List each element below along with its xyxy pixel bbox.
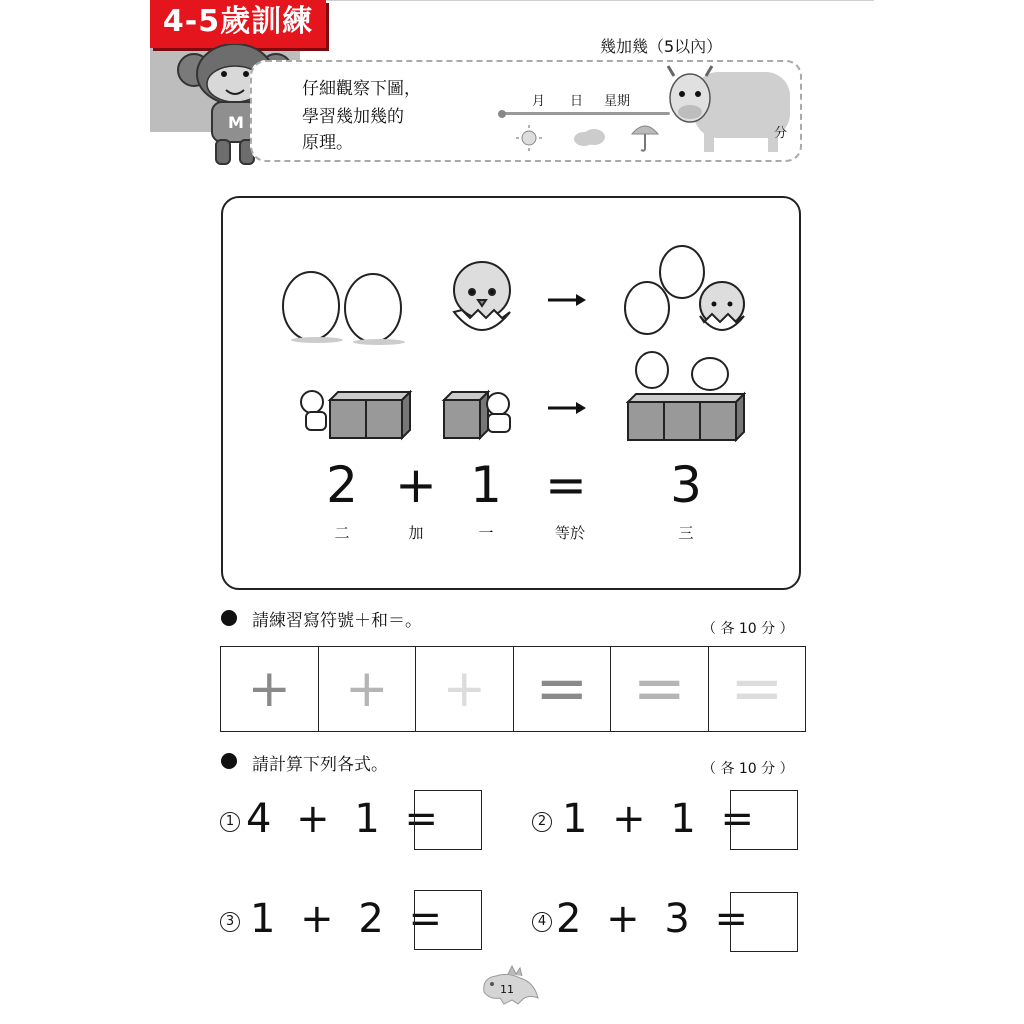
cloud-weather-icon <box>570 126 608 148</box>
arrow-icon <box>548 294 586 306</box>
trace-plus-dark: + <box>247 659 292 719</box>
problem-2-number: 2 <box>532 812 552 832</box>
trace-plus-medium: + <box>344 659 389 719</box>
problem-4-number: 4 <box>532 912 552 932</box>
equation-word-plus: 加 <box>408 524 424 542</box>
section2-bullet <box>221 753 237 769</box>
section2-title: 請計算下列各式。 <box>252 755 388 775</box>
equation-word-2: 一 <box>478 524 494 542</box>
trace-plus-light: + <box>442 659 487 719</box>
equation-word-result: 三 <box>678 524 694 542</box>
section1-bullet <box>221 610 237 626</box>
score-label: 分 <box>774 126 788 141</box>
practice-cell[interactable] <box>709 647 806 731</box>
equation-number-1: 2 <box>326 456 358 514</box>
practice-cell[interactable] <box>221 647 319 731</box>
trace-equals-medium: = <box>632 652 687 726</box>
problem-2-answer-box[interactable] <box>730 790 798 850</box>
practice-cell[interactable] <box>611 647 709 731</box>
equation-plus-sign: + <box>395 456 437 514</box>
equation-word-equals: 等於 <box>554 524 585 542</box>
date-weekday-label: 星期 <box>604 94 631 109</box>
problem-1-answer-box[interactable] <box>414 790 482 850</box>
trace-equals-dark: = <box>534 652 589 726</box>
problem-4-expression: 2 + 3 = <box>556 896 755 942</box>
age-level-badge: 4-5歲訓練 <box>150 0 326 48</box>
egg-and-block-illustration <box>222 240 798 450</box>
svg-text:M: M <box>228 113 244 132</box>
lesson-subtitle: 幾加幾（5以內） <box>600 37 723 56</box>
problem-3-answer-box[interactable] <box>414 890 482 950</box>
section1-points: （ 各 10 分 ） <box>702 621 794 637</box>
date-writing-line <box>502 112 670 115</box>
instruction-line-2: 學習幾加幾的 <box>302 107 404 127</box>
cow-illustration <box>664 64 792 156</box>
instruction-line-3: 原理。 <box>302 133 353 153</box>
egg-pair-group <box>283 272 401 342</box>
rain-umbrella-icon <box>630 120 660 154</box>
practice-cell[interactable] <box>319 647 417 731</box>
instruction-line-1: 仔細觀察下圖， <box>302 79 421 99</box>
problem-4-answer-box[interactable] <box>730 892 798 952</box>
pencil-dot-icon <box>496 108 508 120</box>
equation-result: 3 <box>670 456 702 514</box>
date-day-label: 日 <box>570 94 584 109</box>
problem-1-expression: 4 + 1 = <box>246 796 445 842</box>
top-rule <box>326 0 874 1</box>
section1-title: 請練習寫符號＋和＝。 <box>252 611 422 631</box>
equation-equals-sign: = <box>545 456 587 514</box>
section2-points: （ 各 10 分 ） <box>702 761 794 777</box>
hatching-chick-group <box>454 262 510 330</box>
trace-equals-light: = <box>729 652 784 726</box>
sun-weather-icon <box>514 124 544 152</box>
problem-2-expression: 1 + 1 = <box>562 796 761 842</box>
practice-cell[interactable] <box>416 647 514 731</box>
practice-cell[interactable] <box>514 647 612 731</box>
problem-1-number: 1 <box>220 812 240 832</box>
arrow-icon <box>548 402 586 414</box>
problem-3-expression: 1 + 2 = <box>250 896 449 942</box>
equation-word-1: 二 <box>334 524 350 542</box>
problem-3-number: 3 <box>220 912 240 932</box>
date-month-label: 月 <box>532 94 546 109</box>
page-number: 11 <box>500 983 514 996</box>
block-row-group <box>301 352 744 440</box>
symbol-practice-grid <box>220 646 806 732</box>
equation-number-2: 1 <box>470 456 502 514</box>
